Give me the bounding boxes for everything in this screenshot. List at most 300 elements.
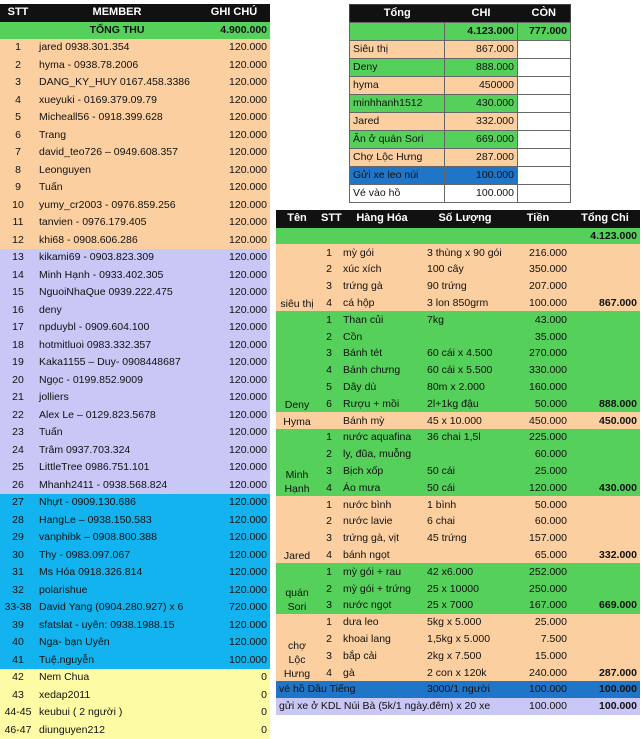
spend-group-name: quán Sori xyxy=(276,563,318,613)
member-name: kikami69 - 0903.823.309 xyxy=(36,249,198,267)
member-row xyxy=(0,722,270,739)
summary-row xyxy=(350,185,571,203)
members-panel xyxy=(0,4,270,739)
member-row xyxy=(0,372,270,390)
spend-qty: 36 chai 1,5l xyxy=(424,429,506,446)
spend-group-name: Minh Hạnh xyxy=(276,429,318,496)
spend-item: nước lavie xyxy=(340,513,424,530)
member-amount: 120.000 xyxy=(198,477,270,495)
member-row xyxy=(0,74,270,92)
summary-value: 669.000 xyxy=(445,131,518,149)
member-row xyxy=(0,57,270,75)
spend-item: Bánh mỳ xyxy=(340,412,424,429)
member-amount: 120.000 xyxy=(198,144,270,162)
summary-header-con: CÒN xyxy=(518,5,571,23)
header-stt: STT xyxy=(0,4,36,22)
member-row xyxy=(0,354,270,372)
spend-stt: 4 xyxy=(318,664,340,681)
spend-group-name: Hyma xyxy=(276,412,318,429)
summary-value: 450000 xyxy=(445,77,518,95)
spend-money: 120.000 xyxy=(506,479,570,496)
member-stt: 8 xyxy=(0,162,36,180)
member-amount: 120.000 xyxy=(198,372,270,390)
member-amount: 0 xyxy=(198,669,270,687)
member-stt: 25 xyxy=(0,459,36,477)
spend-qty: 2kg x 7.500 xyxy=(424,647,506,664)
member-name: deny xyxy=(36,302,198,320)
spend-group-total xyxy=(570,631,640,648)
spend-money: 167.000 xyxy=(506,597,570,614)
spend-group-name: siêu thị xyxy=(276,244,318,311)
member-amount: 120.000 xyxy=(198,529,270,547)
spend-group-total xyxy=(570,496,640,513)
spend-item: xúc xích xyxy=(340,261,424,278)
spend-row xyxy=(276,563,640,580)
spend-money: 330.000 xyxy=(506,362,570,379)
summary-row xyxy=(350,113,571,131)
spend-stt: 3 xyxy=(318,463,340,480)
member-row xyxy=(0,512,270,530)
summary-chi-total: 4.123.000 xyxy=(445,23,518,41)
spend-group-total xyxy=(570,311,640,328)
spend-group-total xyxy=(570,463,640,480)
spend-row xyxy=(276,395,640,412)
spend-item: Than củi xyxy=(340,311,424,328)
spend-stt: 3 xyxy=(318,597,340,614)
spend-stt: 3 xyxy=(318,530,340,547)
spend-item: Rượu + mồi xyxy=(340,395,424,412)
spend-stt: 4 xyxy=(318,362,340,379)
member-name: jared 0938.301.354 xyxy=(36,39,198,57)
summary-value: 430.000 xyxy=(445,95,518,113)
member-stt: 23 xyxy=(0,424,36,442)
spend-money: 100.000 xyxy=(506,295,570,312)
spend-qty: 100 cây xyxy=(424,261,506,278)
member-amount: 120.000 xyxy=(198,582,270,600)
spend-qty: 25 x 7000 xyxy=(424,597,506,614)
member-stt: 4 xyxy=(0,92,36,110)
member-row xyxy=(0,214,270,232)
spend-item: dưa leo xyxy=(340,614,424,631)
member-amount: 120.000 xyxy=(198,494,270,512)
summary-header-total: Tổng xyxy=(350,5,445,23)
spend-money: 35.000 xyxy=(506,328,570,345)
member-row xyxy=(0,337,270,355)
summary-value: 332.000 xyxy=(445,113,518,131)
spend-money: 50.000 xyxy=(506,395,570,412)
summary-empty xyxy=(518,41,571,59)
spend-row xyxy=(276,328,640,345)
spend-row xyxy=(276,647,640,664)
spend-group-total xyxy=(570,362,640,379)
spend-stt: 2 xyxy=(318,580,340,597)
member-row xyxy=(0,389,270,407)
member-row xyxy=(0,617,270,635)
member-name: Minh Hạnh - 0933.402.305 xyxy=(36,267,198,285)
member-amount: 120.000 xyxy=(198,57,270,75)
member-amount: 120.000 xyxy=(198,302,270,320)
spend-money: 160.000 xyxy=(506,379,570,396)
spend-qty: 45 trứng xyxy=(424,530,506,547)
summary-row xyxy=(350,167,571,185)
member-stt: 14 xyxy=(0,267,36,285)
spend-row xyxy=(276,597,640,614)
spend-item: cá hộp xyxy=(340,295,424,312)
spend-row xyxy=(276,429,640,446)
member-row xyxy=(0,477,270,495)
member-row xyxy=(0,319,270,337)
spend-extra-label: vé hồ Dầu Tiếng xyxy=(276,681,424,698)
member-name: Alex Le – 0129.823.5678 xyxy=(36,407,198,425)
summary-name: Siêu thị xyxy=(350,41,445,59)
member-row xyxy=(0,634,270,652)
member-amount: 120.000 xyxy=(198,617,270,635)
spend-qty: 3 lon 850grm xyxy=(424,295,506,312)
spend-stt xyxy=(318,412,340,429)
spending-panel xyxy=(276,210,640,715)
member-amount: 120.000 xyxy=(198,337,270,355)
member-name: david_teo726 – 0949.608.357 xyxy=(36,144,198,162)
spend-item: trứng gà, vịt xyxy=(340,530,424,547)
member-stt: 16 xyxy=(0,302,36,320)
spend-group-total xyxy=(570,278,640,295)
member-stt: 21 xyxy=(0,389,36,407)
member-name: yumy_cr2003 - 0976.859.256 xyxy=(36,197,198,215)
member-name: hyma - 0938.78.2006 xyxy=(36,57,198,75)
spend-extra-money: 100.000 xyxy=(506,681,570,698)
member-row xyxy=(0,302,270,320)
member-name: npduybl - 0909.604.100 xyxy=(36,319,198,337)
summary-table xyxy=(349,4,571,203)
member-stt: 18 xyxy=(0,337,36,355)
member-stt: 5 xyxy=(0,109,36,127)
member-row xyxy=(0,179,270,197)
summary-con-total: 777.000 xyxy=(518,23,571,41)
spend-group-total xyxy=(570,647,640,664)
member-stt: 7 xyxy=(0,144,36,162)
spend-stt: 1 xyxy=(318,429,340,446)
spend-group-total xyxy=(570,345,640,362)
spend-group-total xyxy=(570,513,640,530)
member-stt: 29 xyxy=(0,529,36,547)
member-name: DANG_KY_HUY 0167.458.3386 xyxy=(36,74,198,92)
summary-header-chi: CHI xyxy=(445,5,518,23)
spend-row xyxy=(276,244,640,261)
spend-qty: 80m x 2.000 xyxy=(424,379,506,396)
summary-value: 888.000 xyxy=(445,59,518,77)
member-name: Kaka1155 – Duy- 0908448687 xyxy=(36,354,198,372)
spend-stt: 2 xyxy=(318,631,340,648)
member-row xyxy=(0,442,270,460)
summary-row xyxy=(350,77,571,95)
spend-item: mỳ gói + trứng xyxy=(340,580,424,597)
spend-item: Cồn xyxy=(340,328,424,345)
spend-item: Áo mưa xyxy=(340,479,424,496)
spend-qty: 60 cái x 4.500 xyxy=(424,345,506,362)
member-stt: 33-38 xyxy=(0,599,36,617)
spend-qty: 2 con x 120k xyxy=(424,664,506,681)
spend-extra-qty: 3000/1 người xyxy=(424,681,506,698)
member-name: Tuệ.nguyễn xyxy=(36,652,198,670)
member-name: Tuấn xyxy=(36,424,198,442)
summary-name: Deny xyxy=(350,59,445,77)
member-name: sfatslat - uyên: 0938.1988.15 xyxy=(36,617,198,635)
member-amount: 120.000 xyxy=(198,74,270,92)
member-name: Trang xyxy=(36,127,198,145)
member-amount: 120.000 xyxy=(198,92,270,110)
member-row xyxy=(0,197,270,215)
spend-group-total xyxy=(570,328,640,345)
summary-row xyxy=(350,95,571,113)
spend-stt: 2 xyxy=(318,513,340,530)
member-row xyxy=(0,407,270,425)
spend-row xyxy=(276,412,640,429)
spend-money: 252.000 xyxy=(506,563,570,580)
summary-row xyxy=(350,149,571,167)
spend-item: nước bình xyxy=(340,496,424,513)
member-row xyxy=(0,249,270,267)
member-stt: 10 xyxy=(0,197,36,215)
member-row xyxy=(0,599,270,617)
spend-group-total xyxy=(570,379,640,396)
spend-extra-total: 100.000 xyxy=(570,698,640,715)
spend-qty: 42 x6.000 xyxy=(424,563,506,580)
member-amount: 120.000 xyxy=(198,354,270,372)
member-stt: 2 xyxy=(0,57,36,75)
spend-group-total: 669.000 xyxy=(570,597,640,614)
spend-money: 25.000 xyxy=(506,614,570,631)
member-stt: 11 xyxy=(0,214,36,232)
member-name: Tuấn xyxy=(36,179,198,197)
spend-qty: 1 bình xyxy=(424,496,506,513)
spend-qty: 2l+1kg đậu xyxy=(424,395,506,412)
member-name: xedap2011 xyxy=(36,687,198,705)
member-row xyxy=(0,494,270,512)
member-amount: 120.000 xyxy=(198,214,270,232)
member-stt: 1 xyxy=(0,39,36,57)
spend-stt: 5 xyxy=(318,379,340,396)
member-amount: 720.000 xyxy=(198,599,270,617)
summary-empty xyxy=(518,131,571,149)
member-name: polarishue xyxy=(36,582,198,600)
spend-item: bắp cải xyxy=(340,647,424,664)
spend-row xyxy=(276,664,640,681)
member-stt: 28 xyxy=(0,512,36,530)
member-amount: 120.000 xyxy=(198,232,270,250)
member-amount: 0 xyxy=(198,722,270,739)
total-income-label: TỔNG THU xyxy=(36,22,198,40)
spend-stt: 1 xyxy=(318,244,340,261)
spend-group-total: 888.000 xyxy=(570,395,640,412)
summary-empty xyxy=(518,185,571,203)
spend-extra-money: 100.000 xyxy=(506,698,570,715)
spend-row xyxy=(276,479,640,496)
member-amount: 120.000 xyxy=(198,564,270,582)
spend-stt: 2 xyxy=(318,261,340,278)
spend-money: 216.000 xyxy=(506,244,570,261)
member-row xyxy=(0,144,270,162)
spend-row xyxy=(276,446,640,463)
spend-qty xyxy=(424,328,506,345)
spend-money: 450.000 xyxy=(506,412,570,429)
member-name: Leonguyen xyxy=(36,162,198,180)
member-amount: 120.000 xyxy=(198,127,270,145)
spend-header-money: Tiền xyxy=(506,210,570,228)
member-row xyxy=(0,92,270,110)
member-amount: 100.000 xyxy=(198,652,270,670)
summary-empty xyxy=(518,59,571,77)
member-stt: 30 xyxy=(0,547,36,565)
member-amount: 120.000 xyxy=(198,407,270,425)
member-row xyxy=(0,39,270,57)
summary-value: 100.000 xyxy=(445,185,518,203)
spend-item: Bịch xốp xyxy=(340,463,424,480)
member-name: keubui ( 2 người ) xyxy=(36,704,198,722)
spend-row xyxy=(276,311,640,328)
spend-stt: 4 xyxy=(318,547,340,564)
spend-item: mỳ gói + rau xyxy=(340,563,424,580)
spend-item: nước ngọt xyxy=(340,597,424,614)
member-name: HangLe – 0938.150.583 xyxy=(36,512,198,530)
member-amount: 120.000 xyxy=(198,249,270,267)
spend-item: Bánh chưng xyxy=(340,362,424,379)
member-amount: 120.000 xyxy=(198,109,270,127)
spend-header-name: Tên xyxy=(276,210,318,228)
summary-name: Gửi xe leo núi xyxy=(350,167,445,185)
member-stt: 6 xyxy=(0,127,36,145)
member-stt: 12 xyxy=(0,232,36,250)
spend-row xyxy=(276,547,640,564)
member-name: xueyuki - 0169.379.09.79 xyxy=(36,92,198,110)
member-stt: 22 xyxy=(0,407,36,425)
spend-item: Dây dù xyxy=(340,379,424,396)
member-amount: 120.000 xyxy=(198,512,270,530)
member-name: hotmitluoi 0983.332.357 xyxy=(36,337,198,355)
spend-header-qty: Số Lượng xyxy=(424,210,506,228)
spend-row xyxy=(276,580,640,597)
spend-group-total xyxy=(570,614,640,631)
spend-money: 25.000 xyxy=(506,463,570,480)
member-row xyxy=(0,109,270,127)
spend-qty: 5kg x 5.000 xyxy=(424,614,506,631)
member-name: khi68 - 0908.606.286 xyxy=(36,232,198,250)
spend-row xyxy=(276,345,640,362)
member-name: Micheall56 - 0918.399.628 xyxy=(36,109,198,127)
member-name: Nga- bạn Uyên xyxy=(36,634,198,652)
member-stt: 20 xyxy=(0,372,36,390)
spend-item: ly, đũa, muỗng xyxy=(340,446,424,463)
spend-header-stt: STT xyxy=(318,210,340,228)
spend-group-total: 450.000 xyxy=(570,412,640,429)
member-row xyxy=(0,127,270,145)
spend-group-total xyxy=(570,429,640,446)
member-amount: 120.000 xyxy=(198,319,270,337)
spend-row xyxy=(276,530,640,547)
spend-item: nước aquafina xyxy=(340,429,424,446)
spend-row xyxy=(276,513,640,530)
spend-money: 270.000 xyxy=(506,345,570,362)
member-name: Nhựt - 0909.130.686 xyxy=(36,494,198,512)
member-amount: 120.000 xyxy=(198,162,270,180)
spend-group-total xyxy=(570,580,640,597)
member-stt: 32 xyxy=(0,582,36,600)
spend-row xyxy=(276,295,640,312)
member-stt: 15 xyxy=(0,284,36,302)
spend-stt: 1 xyxy=(318,614,340,631)
spend-qty: 7kg xyxy=(424,311,506,328)
member-amount: 120.000 xyxy=(198,179,270,197)
summary-name: hyma xyxy=(350,77,445,95)
summary-panel xyxy=(349,4,570,203)
spend-item: trứng gà xyxy=(340,278,424,295)
spend-stt: 2 xyxy=(318,446,340,463)
member-amount: 120.000 xyxy=(198,547,270,565)
member-amount: 120.000 xyxy=(198,459,270,477)
spend-stt: 3 xyxy=(318,278,340,295)
spend-extra-label: gửi xe ở KDL Núi Bà (5k/1 ngày.đêm) x 20 xe xyxy=(276,698,424,715)
member-stt: 9 xyxy=(0,179,36,197)
spend-money: 207.000 xyxy=(506,278,570,295)
member-amount: 120.000 xyxy=(198,424,270,442)
spend-row xyxy=(276,463,640,480)
member-name: NguoiNhaQue 0939.222.475 xyxy=(36,284,198,302)
member-row xyxy=(0,582,270,600)
spend-qty xyxy=(424,446,506,463)
member-stt: 3 xyxy=(0,74,36,92)
summary-empty xyxy=(518,167,571,185)
spend-group-total xyxy=(570,563,640,580)
spend-stt: 3 xyxy=(318,647,340,664)
spend-qty: 50 cái xyxy=(424,463,506,480)
spend-qty: 45 x 10.000 xyxy=(424,412,506,429)
spend-stt: 1 xyxy=(318,311,340,328)
member-stt: 40 xyxy=(0,634,36,652)
summary-name: minhhanh1512 xyxy=(350,95,445,113)
member-name: Thy - 0983.097.067 xyxy=(36,547,198,565)
member-name: Trâm 0937.703.324 xyxy=(36,442,198,460)
spend-group-total xyxy=(570,261,640,278)
member-name: David Yang (0904.280.927) x 6 xyxy=(36,599,198,617)
spend-money: 7.500 xyxy=(506,631,570,648)
member-row xyxy=(0,284,270,302)
member-stt: 24 xyxy=(0,442,36,460)
spend-header-item: Hàng Hóa xyxy=(340,210,424,228)
header-member: MEMBER xyxy=(36,4,198,22)
spend-group-total: 430.000 xyxy=(570,479,640,496)
spend-money: 240.000 xyxy=(506,664,570,681)
spend-group-name: Deny xyxy=(276,311,318,412)
member-row xyxy=(0,564,270,582)
spend-stt: 4 xyxy=(318,295,340,312)
spend-grand-total: 4.123.000 xyxy=(570,228,640,245)
spend-stt: 1 xyxy=(318,496,340,513)
total-income-value: 4.900.000 xyxy=(198,22,270,40)
member-amount: 0 xyxy=(198,704,270,722)
spend-money: 60.000 xyxy=(506,513,570,530)
spend-money: 50.000 xyxy=(506,496,570,513)
spend-money: 157.000 xyxy=(506,530,570,547)
spend-extra-row xyxy=(276,681,640,698)
member-amount: 120.000 xyxy=(198,284,270,302)
member-amount: 120.000 xyxy=(198,634,270,652)
member-row xyxy=(0,652,270,670)
spend-header-total: Tổng Chi xyxy=(570,210,640,228)
summary-row xyxy=(350,59,571,77)
spend-money: 250.000 xyxy=(506,580,570,597)
spend-item: khoai lang xyxy=(340,631,424,648)
spend-stt: 2 xyxy=(318,328,340,345)
spend-group-name: chợ Lộc Hưng xyxy=(276,614,318,681)
